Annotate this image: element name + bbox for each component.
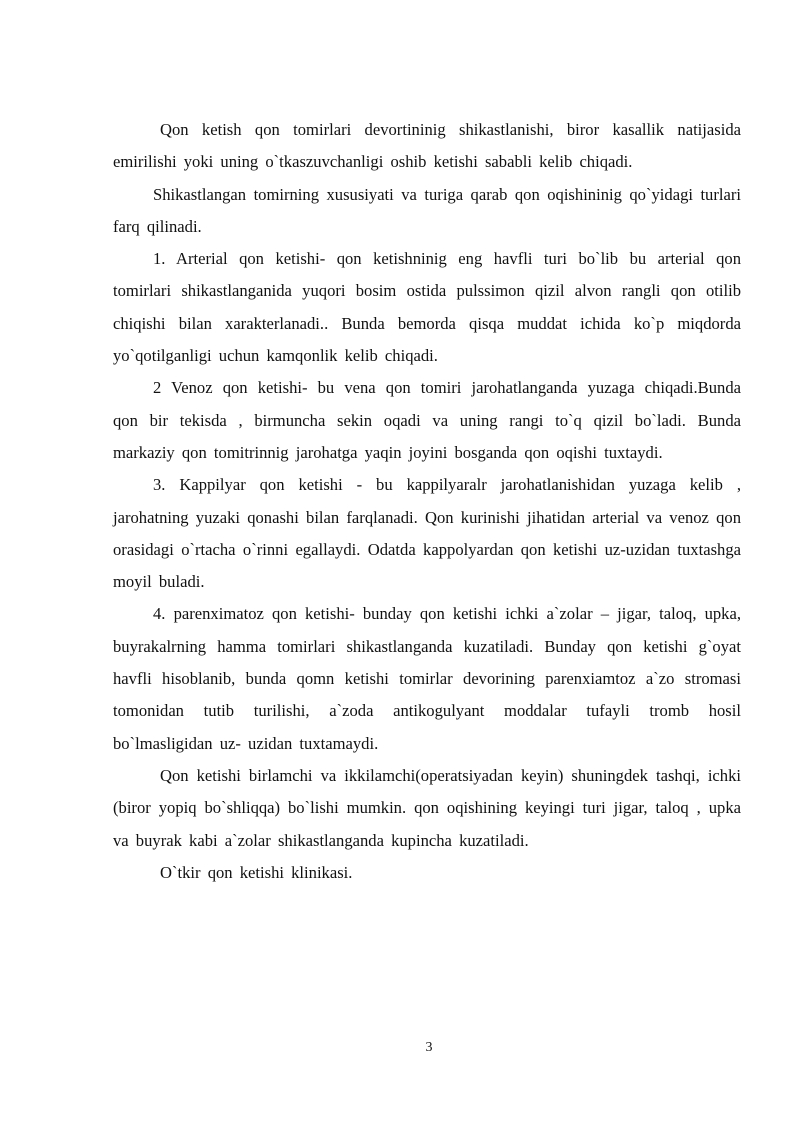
page-number: 3 xyxy=(425,1040,433,1055)
paragraph-capillary: 3. Kappilyar qon ketishi - bu kappilyaralr jarohatlanishidan yuzaga kelib , jarohatning yuzaki qonashi bilan farqlanadi. Qon kurinishi jihatidan arterial va venoz qon orasidagi o`rtacha o`rinni egallaydi. Odatda kappolyardan qon ketishi uz-uzidan tuxtashga moyil buladi. xyxy=(113,475,741,592)
paragraph-types: Shikastlangan tomirning xususiyati va turiga qarab qon oqishininig qo`yidagi turlari farq qilinadi. xyxy=(113,184,741,236)
paragraph-parenchymal: 4. parenximatoz qon ketishi- bunday qon ketishi ichki a`zolar – jigar, taloq, upka, buyrakalrning hamma tomirlari shikastlanganda kuzatiladi. Bunday qon ketishi g`oyat havfli hisoblanib, bunda qomn ketishi tomirlar devorining parenxiamtoz a`zo stromasi tomonidan tutib turilishi, a`zoda antikogulyant moddalar tufayli tromb hosil bo`lmasligidan uz- uzidan tuxtamaydi. xyxy=(113,604,741,753)
section-heading-clinic: O`tkir qon ketishi klinikasi. xyxy=(160,862,353,882)
paragraph-intro: Qon ketish qon tomirlari devortininig shikastlanishi, biror kasallik natijasida emirilishi yoki uning o`tkaszuvchanligi oshib ketishi sababli kelib chiqadi. xyxy=(113,120,741,172)
document-body xyxy=(113,114,741,889)
paragraph-venous: 2 Venoz qon ketishi- bu vena qon tomiri jarohatlanganda yuzaga chiqadi.Bunda qon bir tekisda , birmuncha sekin oqadi va uning rangi to`q qizil bo`ladi. Bunda markaziy qon tomitrinnig jarohatga yaqin joyini bosganda qon oqishi tuxtaydi. xyxy=(113,378,741,462)
paragraph-primary-secondary: Qon ketishi birlamchi va ikkilamchi(operatsiyadan keyin) shuningdek tashqi, ichki (biror yopiq bo`shliqqa) bo`lishi mumkin. qon oqishining keyingi turi jigar, taloq , upka va buyrak kabi a`zolar shikastlanganda kupincha kuzatiladi. xyxy=(113,765,741,850)
paragraph-arterial: 1. Arterial qon ketishi- qon ketishninig eng havfli turi bo`lib bu arterial qon tomirlari shikastlanganida yuqori bosim ostida pulssimon qizil alvon rangli qon otilib chiqishi bilan xarakterlanadi.. Bunda bemorda qisqa muddat ichida ko`p miqdorda yo`qotilganligi uchun kamqonlik kelib chiqadi. xyxy=(113,249,741,366)
